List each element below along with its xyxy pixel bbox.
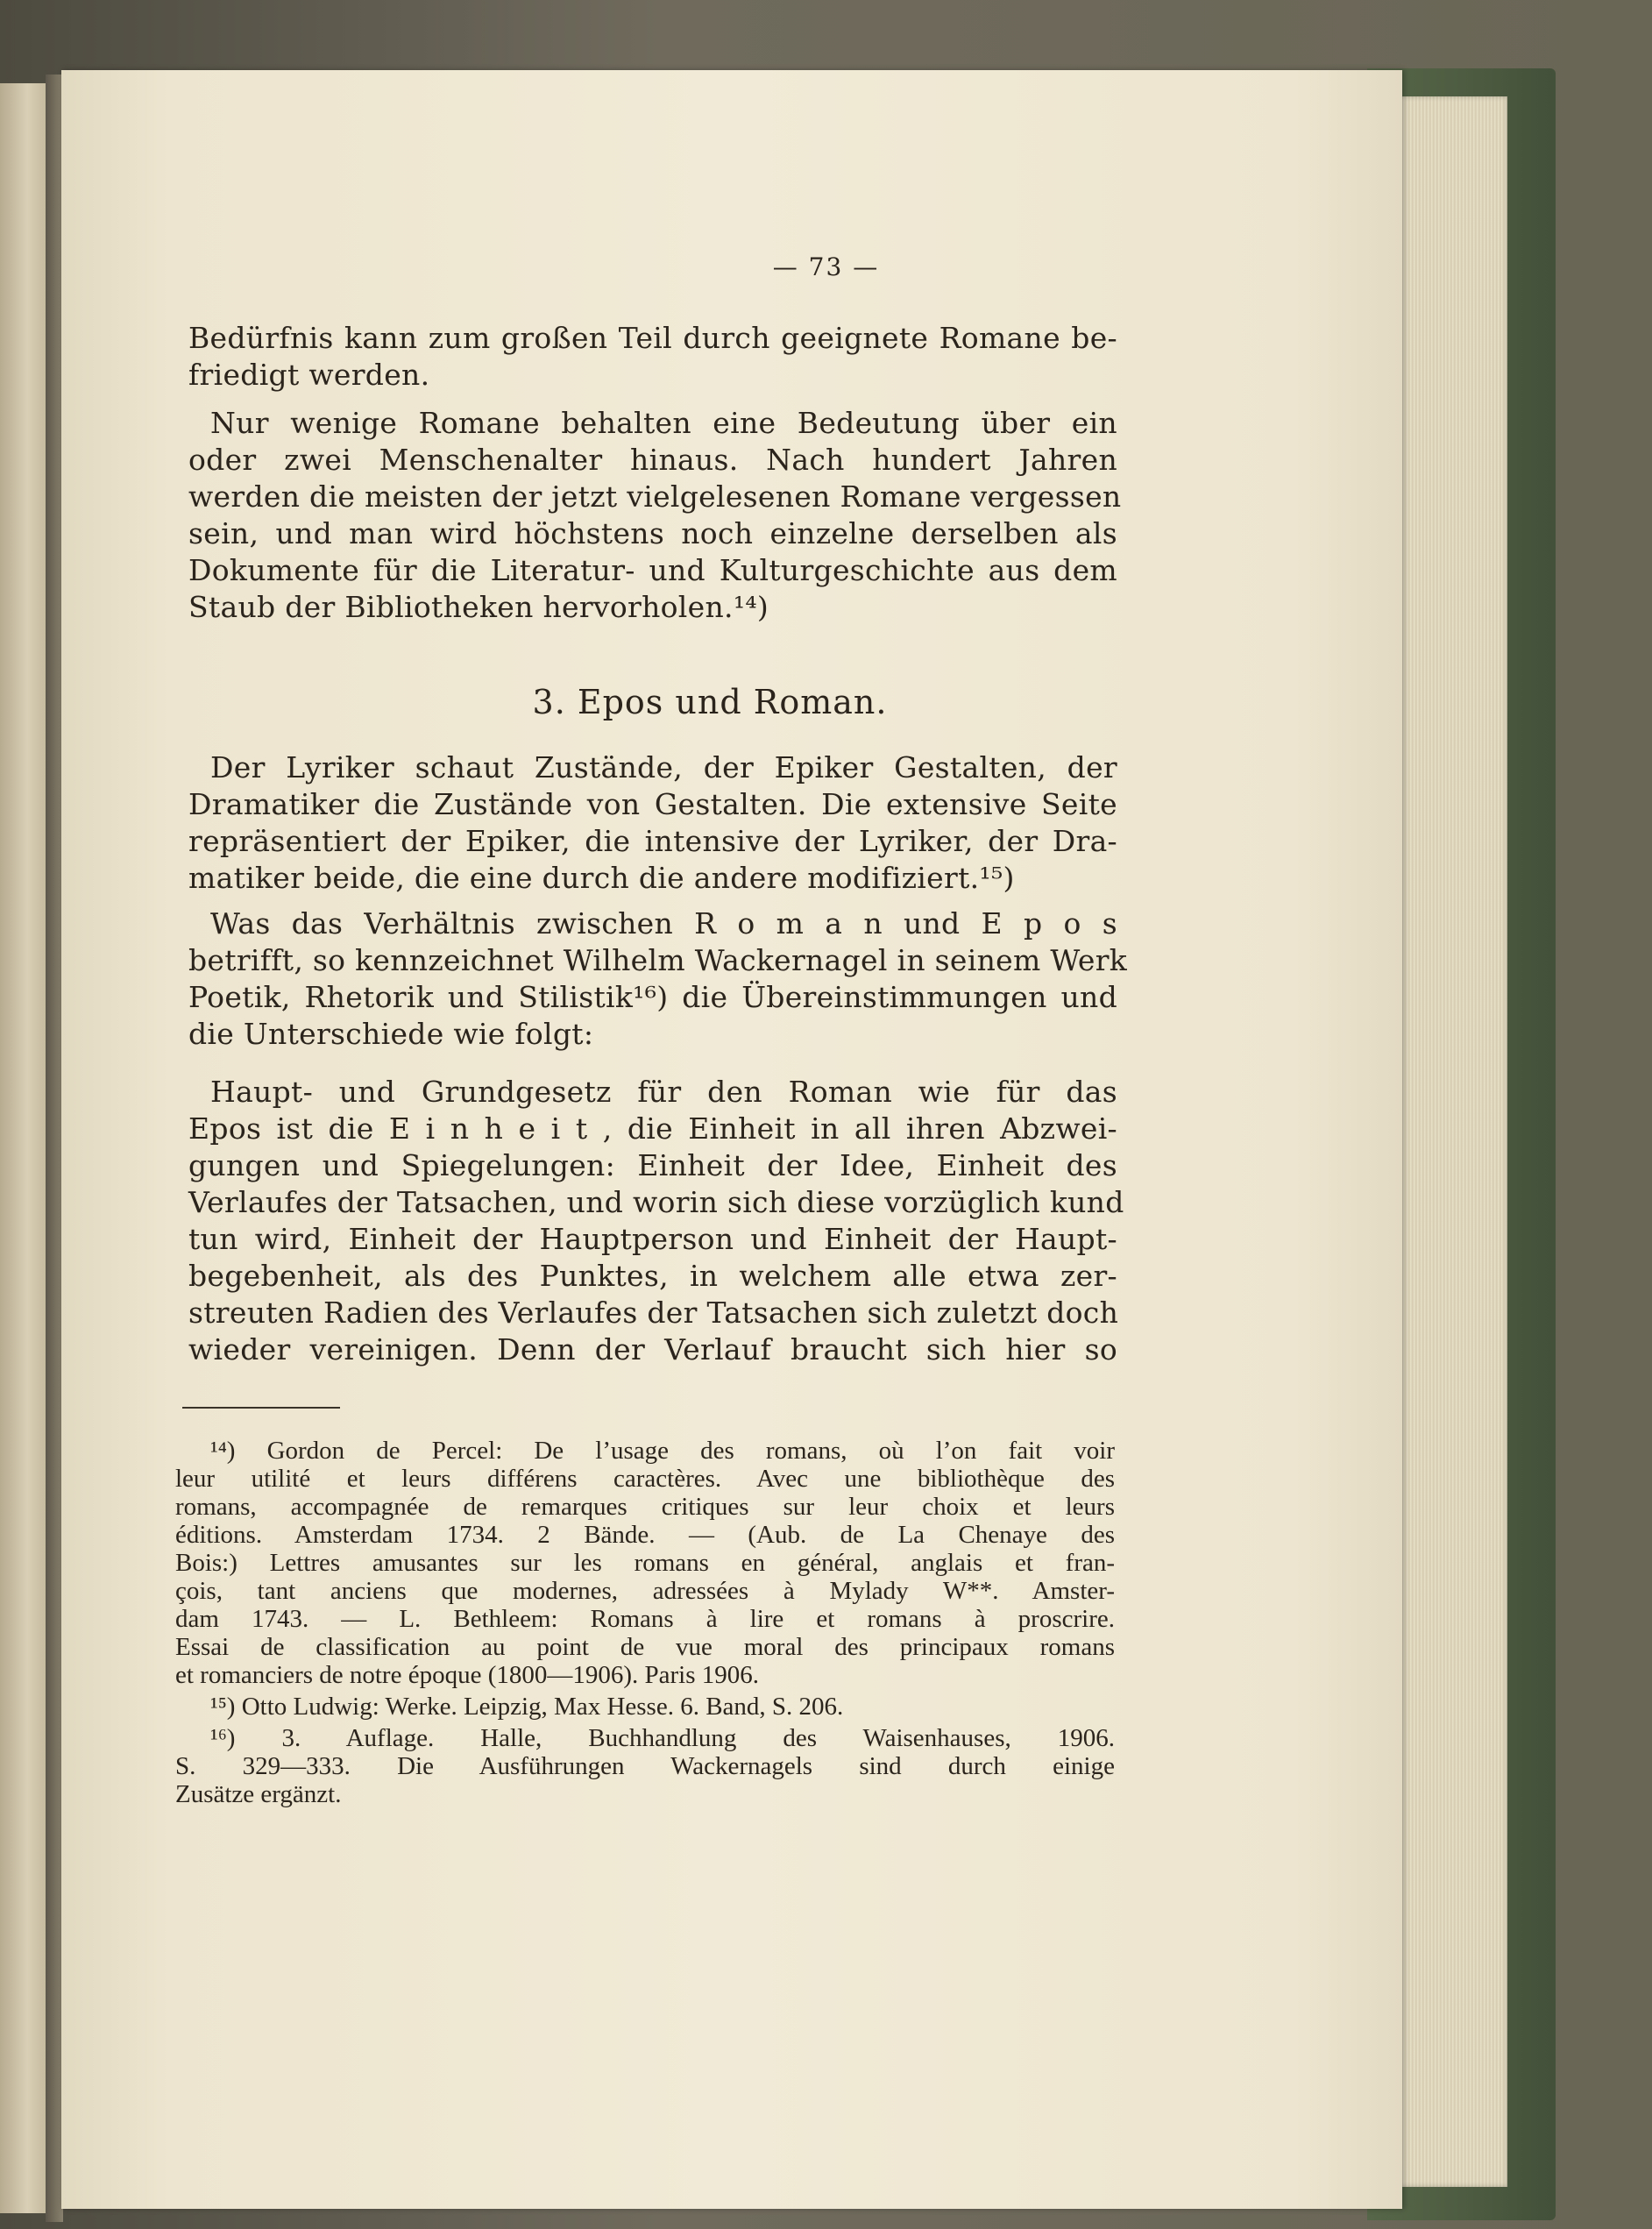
footnote-line: et romanciers de notre époque (1800—1906). Paris 1906. [175,1661,760,1689]
footnote-line: çois, tant anciens que modernes, adressées à Mylady W**. Amster- [175,1577,1115,1605]
text-line: Poetik, Rhetorik und Stilistik¹⁶) die Übereinstimmungen und [188,980,1117,1014]
text-line: matiker beide, die eine durch die andere modifiziert.¹⁵) [188,861,1015,895]
text-line: Bedürfnis kann zum großen Teil durch geeignete Romane be- [188,321,1117,355]
footnote-line: éditions. Amsterdam 1734. 2 Bände. — (Aub. de La Chenaye des [175,1521,1115,1549]
text-line: oder zwei Menschenalter hinaus. Nach hundert Jahren [188,443,1117,477]
footnote-line: Bois:) Lettres amusantes sur les romans en général, anglais et fran- [175,1549,1115,1577]
text-line: gungen und Spiegelungen: Einheit der Idee, Einheit des [188,1148,1117,1182]
page-number: — 73 — [772,252,880,281]
footnote-line: dam 1743. — L. Bethleem: Romans à lire et romans à proscrire. [175,1605,1115,1633]
left-page-edge [0,83,46,2213]
footnote-line: Zusätze ergänzt. [175,1780,342,1808]
text-line: tun wird, Einheit der Hauptperson und Einheit der Haupt- [188,1222,1117,1256]
footnote-line: ¹⁴) Gordon de Percel: De l’usage des romans, où l’on fait voir [210,1437,1115,1465]
text-line: sein, und man wird höchstens noch einzelne derselben als [188,516,1117,550]
footnote-line: ¹⁵) Otto Ludwig: Werke. Leipzig, Max Hesse. 6. Band, S. 206. [210,1693,844,1721]
footnote-line: S. 329—333. Die Ausführungen Wackernagels sind durch einige [175,1752,1115,1780]
footnote-line: ¹⁶) 3. Auflage. Halle, Buchhandlung des Waisenhauses, 1906. [210,1724,1115,1752]
text-line: Nur wenige Romane behalten eine Bedeutung über ein [210,406,1117,440]
footnote-line: romans, accompagnée de remarques critiques sur leur choix et leurs [175,1493,1115,1521]
text-line: Verlaufes der Tatsachen, und worin sich diese vorzüglich kund [188,1185,1124,1219]
text-line: repräsentiert der Epiker, die intensive der Lyriker, der Dra- [188,824,1117,858]
text-line: wieder vereinigen. Denn der Verlauf braucht sich hier so [188,1332,1117,1367]
text-line: Was das Verhältnis zwischen R o m a n und E p o s [210,906,1117,941]
text-line: Dokumente für die Literatur- und Kulturgeschichte aus dem [188,553,1117,587]
text-line: friedigt werden. [188,358,430,392]
text-line: werden die meisten der jetzt vielgelesenen Romane vergessen [188,479,1122,514]
section-heading: 3. Epos und Roman. [532,683,888,721]
text-line: die Unterschiede wie folgt: [188,1017,594,1051]
text-line: Dramatiker die Zustände von Gestalten. Die extensive Seite [188,787,1117,821]
text-line: Staub der Bibliotheken hervorholen.¹⁴) [188,590,769,624]
book-gutter [46,75,63,2222]
text-line: betrifft, so kennzeichnet Wilhelm Wackernagel in seinem Werk [188,943,1128,977]
text-line: Haupt- und Grundgesetz für den Roman wie für das [210,1075,1117,1109]
footnote-rule [182,1407,340,1409]
text-line: begebenheit, als des Punktes, in welchem alle etwa zer- [188,1259,1117,1293]
text-line: Der Lyriker schaut Zustände, der Epiker Gestalten, der [210,750,1117,784]
text-line: Epos ist die E i n h e i t , die Einheit in all ihren Abzwei- [188,1111,1117,1146]
text-line: streuten Radien des Verlaufes der Tatsachen sich zuletzt doch [188,1296,1119,1330]
page-edges [1393,96,1507,2187]
footnote-line: leur utilité et leurs différens caractères. Avec une bibliothèque des [175,1465,1115,1493]
footnote-line: Essai de classification au point de vue moral des principaux romans [175,1633,1115,1661]
